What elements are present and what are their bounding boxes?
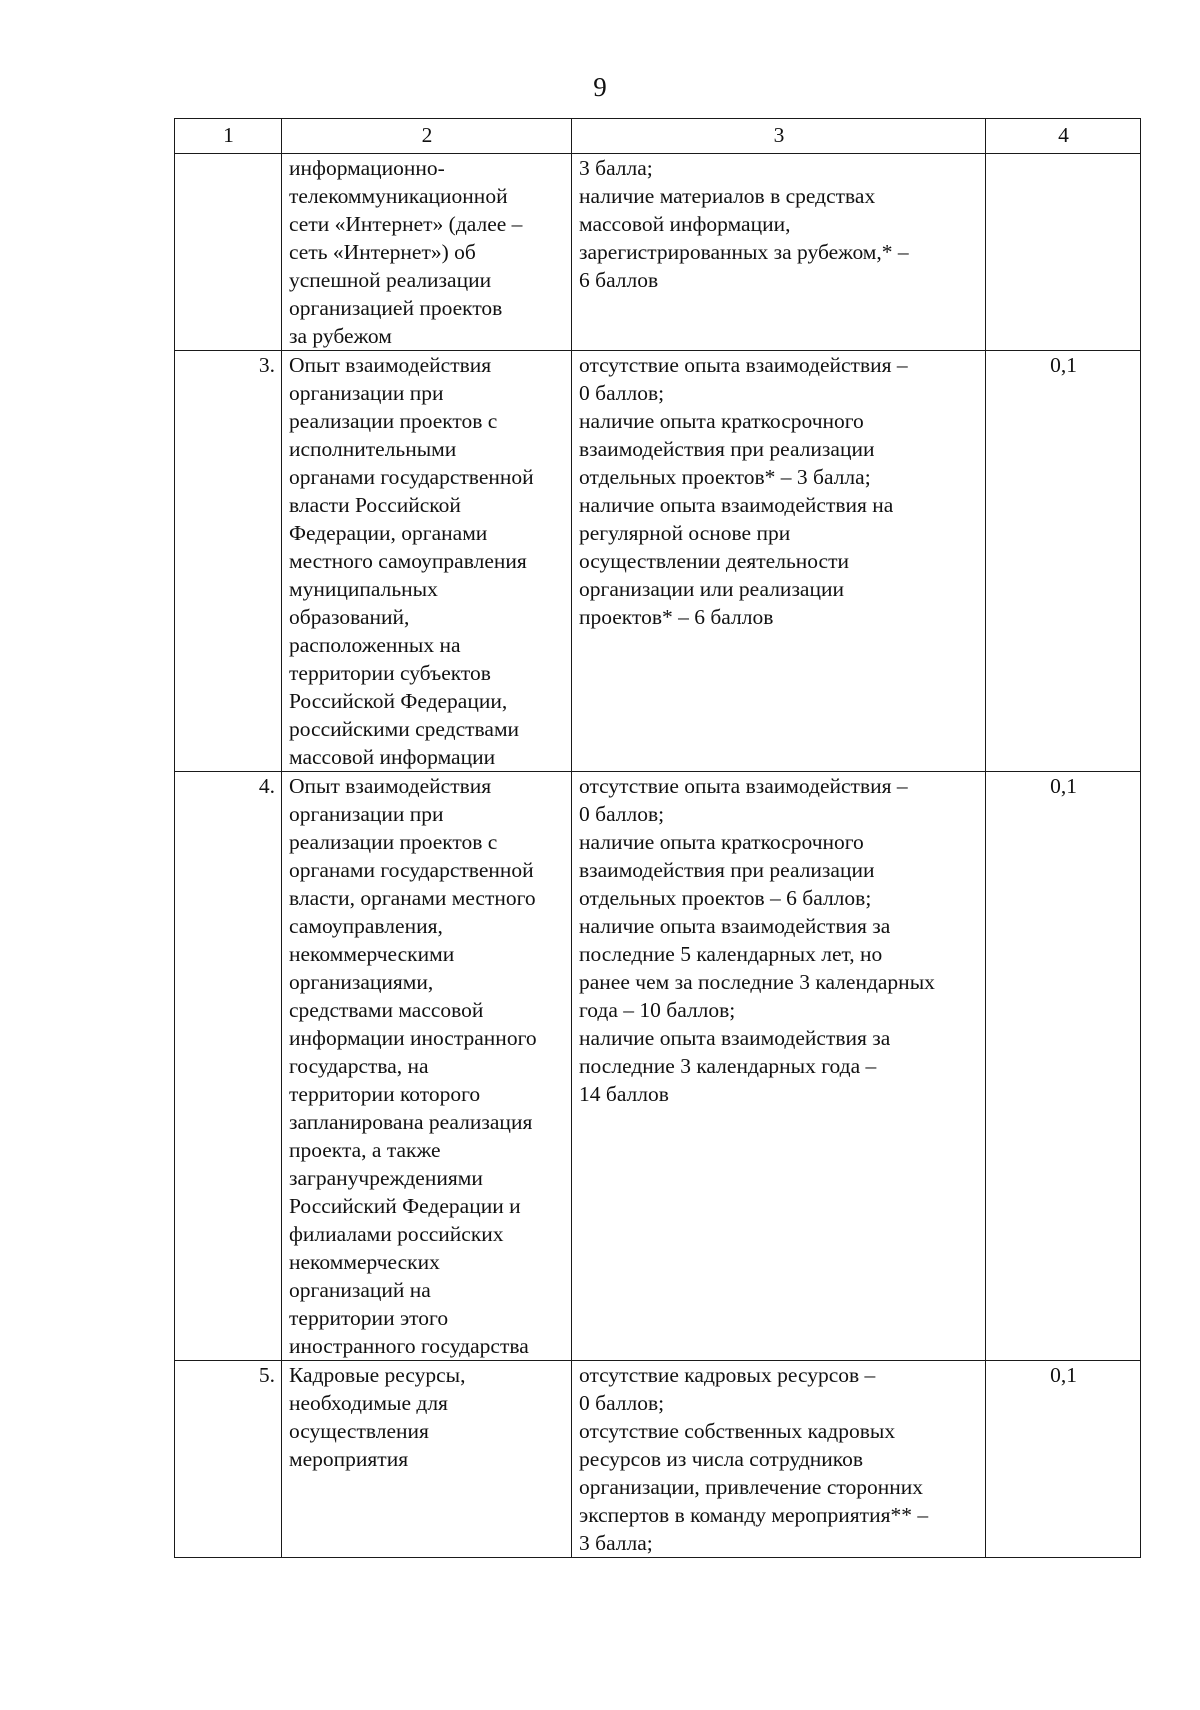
criterion-cell xyxy=(282,1361,572,1558)
scoring-line: организации или реализации xyxy=(579,577,844,601)
criterion-line: местного самоуправления xyxy=(289,549,527,573)
criterion-line: организаций на xyxy=(289,1278,431,1302)
criterion-line: информации иностранного xyxy=(289,1026,537,1050)
criterion-line: российскими средствами xyxy=(289,717,520,741)
criterion-line: организации при xyxy=(289,802,444,826)
scoring-line: 3 балла; xyxy=(579,156,653,180)
criterion-line: органами государственной xyxy=(289,465,534,489)
scoring-line: 0 баллов; xyxy=(579,1391,665,1415)
criterion-line: власти, органами местного xyxy=(289,886,536,910)
page-number: 9 xyxy=(593,72,607,102)
weight-cell: 0,1 xyxy=(986,1361,1141,1558)
criteria-table xyxy=(174,118,1141,1558)
row-number: 4. xyxy=(175,772,282,1361)
criterion-line: массовой информации xyxy=(289,745,496,769)
column-header-3: 3 xyxy=(572,119,986,154)
criterion-line: расположенных на xyxy=(289,633,461,657)
scoring-line: отдельных проектов – 6 баллов; xyxy=(579,886,872,910)
scoring-line: зарегистрированных за рубежом,* – xyxy=(579,240,909,264)
criterion-line: филиалами российских xyxy=(289,1222,504,1246)
criterion-line: территории этого xyxy=(289,1306,449,1330)
weight-cell xyxy=(986,154,1141,351)
criterion-line: реализации проектов с xyxy=(289,409,498,433)
scoring-line: взаимодействия при реализации xyxy=(579,437,875,461)
criterion-line: Кадровые ресурсы, xyxy=(289,1363,466,1387)
scoring-cell xyxy=(572,1361,986,1558)
criterion-line: государства, на xyxy=(289,1054,429,1078)
criterion-cell xyxy=(282,154,572,351)
criterion-line: Опыт взаимодействия xyxy=(289,353,492,377)
criterion-line: территории субъектов xyxy=(289,661,491,685)
column-header-1: 1 xyxy=(175,119,282,154)
scoring-line: ресурсов из числа сотрудников xyxy=(579,1447,864,1471)
table-body xyxy=(175,154,1141,1558)
criterion-line: муниципальных xyxy=(289,577,438,601)
criterion-line: организациями, xyxy=(289,970,434,994)
scoring-line: 6 баллов xyxy=(579,268,659,292)
scoring-line: наличие опыта краткосрочного xyxy=(579,409,864,433)
criterion-line: проекта, а также xyxy=(289,1138,441,1162)
scoring-cell xyxy=(572,772,986,1361)
criterion-line: самоуправления, xyxy=(289,914,443,938)
scoring-line: организации, привлечение сторонних xyxy=(579,1475,923,1499)
column-header-2: 2 xyxy=(282,119,572,154)
scoring-line: 14 баллов xyxy=(579,1082,669,1106)
scoring-line: отсутствие опыта взаимодействия – xyxy=(579,774,908,798)
scoring-line: отдельных проектов* – 3 балла; xyxy=(579,465,871,489)
scoring-line: 3 балла; xyxy=(579,1531,653,1555)
criterion-line: за рубежом xyxy=(289,324,392,348)
criterion-line: территории которого xyxy=(289,1082,481,1106)
header-row xyxy=(175,119,1141,154)
table-row xyxy=(175,1361,1141,1558)
criterion-line: телекоммуникационной xyxy=(289,184,508,208)
scoring-line: массовой информации, xyxy=(579,212,791,236)
scoring-line: взаимодействия при реализации xyxy=(579,858,875,882)
criterion-line: исполнительными xyxy=(289,437,457,461)
criterion-line: некоммерческими xyxy=(289,942,455,966)
scoring-cell xyxy=(572,351,986,772)
criterion-line: некоммерческих xyxy=(289,1250,440,1274)
criterion-line: запланирована реализация xyxy=(289,1110,533,1134)
criterion-line: иностранного государства xyxy=(289,1334,529,1358)
criterion-line: организацией проектов xyxy=(289,296,503,320)
criterion-line: власти Российской xyxy=(289,493,461,517)
criterion-cell xyxy=(282,772,572,1361)
scoring-line: экспертов в команду мероприятия** – xyxy=(579,1503,929,1527)
table-header xyxy=(175,119,1141,154)
weight-cell: 0,1 xyxy=(986,772,1141,1361)
scoring-line: регулярной основе при xyxy=(579,521,791,545)
scoring-line: последние 5 календарных лет, но xyxy=(579,942,883,966)
scoring-line: наличие опыта взаимодействия за xyxy=(579,914,891,938)
scoring-line: 0 баллов; xyxy=(579,381,665,405)
table-row xyxy=(175,351,1141,772)
row-number: 5. xyxy=(175,1361,282,1558)
scoring-line: отсутствие кадровых ресурсов – xyxy=(579,1363,876,1387)
weight-cell: 0,1 xyxy=(986,351,1141,772)
scoring-line: года – 10 баллов; xyxy=(579,998,736,1022)
criterion-line: Федерации, органами xyxy=(289,521,488,545)
scoring-line: 0 баллов; xyxy=(579,802,665,826)
row-number: 3. xyxy=(175,351,282,772)
column-header-4: 4 xyxy=(986,119,1141,154)
criterion-line: организации при xyxy=(289,381,444,405)
scoring-cell xyxy=(572,154,986,351)
criterion-line: Российской Федерации, xyxy=(289,689,508,713)
scoring-line: ранее чем за последние 3 календарных xyxy=(579,970,935,994)
scoring-line: отсутствие собственных кадровых xyxy=(579,1419,896,1443)
row-number xyxy=(175,154,282,351)
scoring-line: проектов* – 6 баллов xyxy=(579,605,774,629)
criterion-line: сети «Интернет» (далее – xyxy=(289,212,523,236)
scoring-line: наличие материалов в средствах xyxy=(579,184,876,208)
criterion-line: успешной реализации xyxy=(289,268,492,292)
criterion-line: реализации проектов с xyxy=(289,830,498,854)
criterion-line: Российский Федерации и xyxy=(289,1194,521,1218)
criterion-line: средствами массовой xyxy=(289,998,484,1022)
scoring-line: наличие опыта краткосрочного xyxy=(579,830,864,854)
criterion-line: необходимые для xyxy=(289,1391,448,1415)
criterion-line: информационно- xyxy=(289,156,445,180)
scoring-line: отсутствие опыта взаимодействия – xyxy=(579,353,908,377)
criterion-line: Опыт взаимодействия xyxy=(289,774,492,798)
scoring-line: осуществлении деятельности xyxy=(579,549,849,573)
criterion-line: осуществления xyxy=(289,1419,429,1443)
table-row xyxy=(175,772,1141,1361)
table-row xyxy=(175,154,1141,351)
criterion-cell xyxy=(282,351,572,772)
criterion-line: органами государственной xyxy=(289,858,534,882)
criterion-line: мероприятия xyxy=(289,1447,409,1471)
criterion-line: образований, xyxy=(289,605,410,629)
scoring-line: наличие опыта взаимодействия на xyxy=(579,493,894,517)
scoring-line: последние 3 календарных года – xyxy=(579,1054,877,1078)
scoring-line: наличие опыта взаимодействия за xyxy=(579,1026,891,1050)
criterion-line: загранучреждениями xyxy=(289,1166,483,1190)
criterion-line: сеть «Интернет») об xyxy=(289,240,476,264)
